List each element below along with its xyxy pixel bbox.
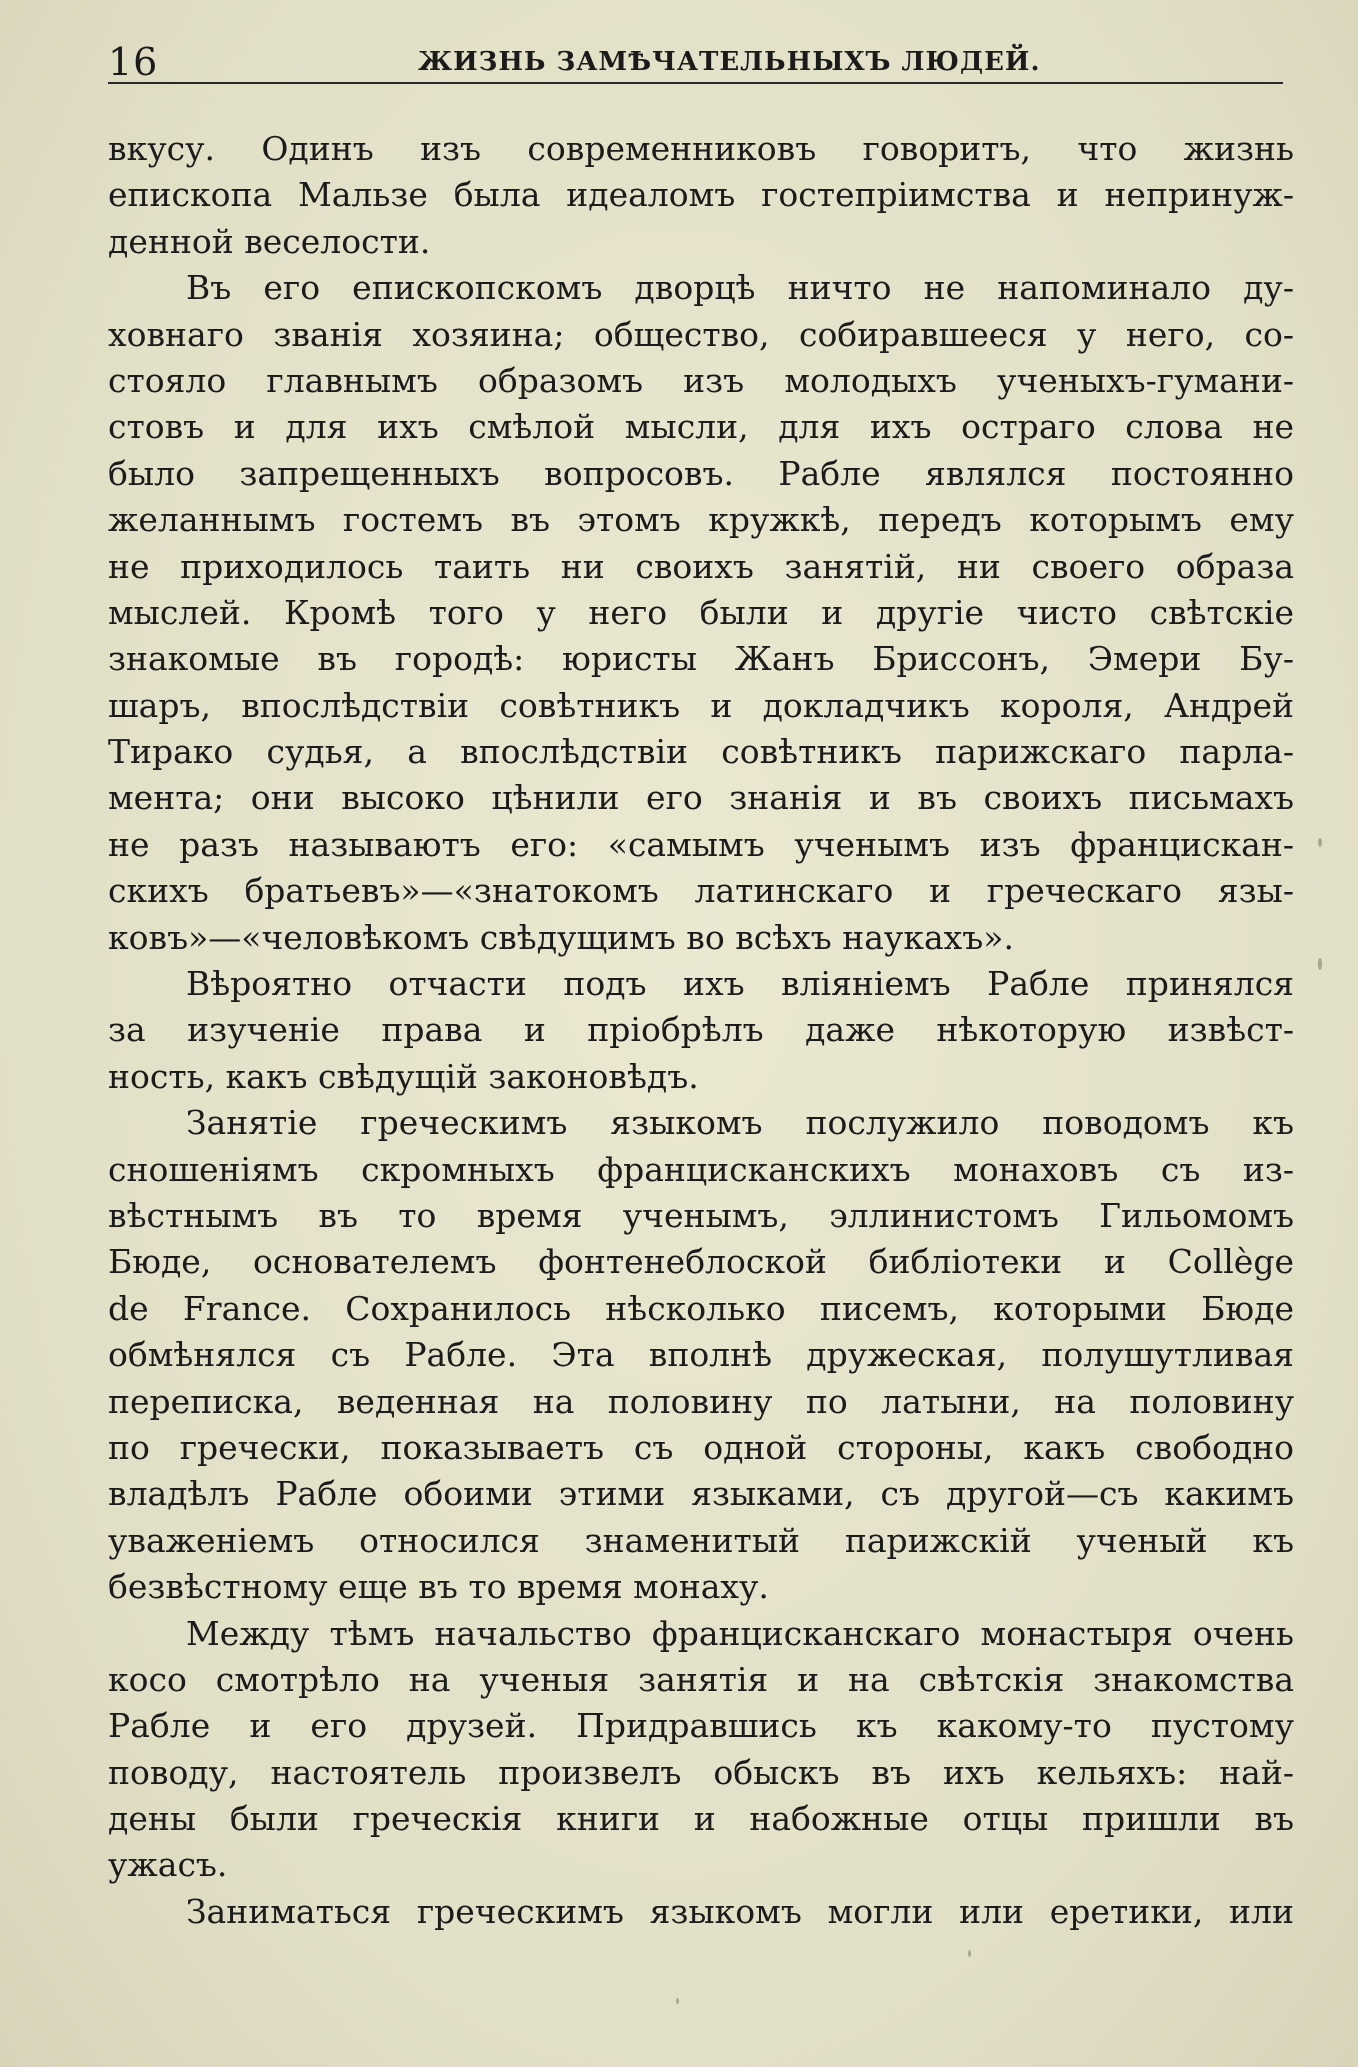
paper-speck [676, 1998, 679, 2004]
text-line: мента; они высоко цѣнили его знанія и въ своихъ письмахъ [108, 778, 1294, 818]
text-line: безвѣстному еще въ то время монаху. [108, 1567, 769, 1607]
text-line: вкусу. Одинъ изъ современниковъ говоритъ, что жизнь [108, 129, 1294, 168]
text-line: вѣстнымъ въ то время ученымъ, эллинистомъ Гильомомъ [108, 1195, 1294, 1235]
text-line: дены были греческія книги и набожные отцы пришли въ [108, 1799, 1294, 1839]
text-line: Въ его епископскомъ дворцѣ ничто не напоминало ду- [186, 268, 1294, 308]
text-line: ховнаго званія хозяина; общество, собиравшееся у него, со- [108, 314, 1294, 354]
running-head [108, 38, 1283, 86]
paper-speck [1318, 838, 1322, 847]
page-number: 16 [108, 40, 159, 84]
text-line: знакомые въ городѣ: юристы Жанъ Бриссонъ, Эмери Бу- [108, 639, 1294, 679]
text-line: владѣлъ Рабле обоими этими языками, съ другой—съ какимъ [108, 1474, 1294, 1514]
text-line: стовъ и для ихъ смѣлой мысли, для ихъ остраго слова не [108, 407, 1294, 447]
text-line: Бюде, основателемъ фонтенеблоской библіотеки и Collège [108, 1242, 1294, 1282]
text-line: Вѣроятно отчасти подъ ихъ вліяніемъ Рабле принялся [186, 964, 1294, 1004]
text-line: денной веселости. [108, 221, 431, 261]
text-line: обмѣнялся съ Рабле. Эта вполнѣ дружеская, полушутливая [108, 1335, 1294, 1375]
paper-speck [1318, 958, 1322, 970]
text-line: скихъ братьевъ»—«знатокомъ латинскаго и греческаго язы- [108, 871, 1294, 911]
text-line: шаръ, впослѣдствіи совѣтникъ и докладчикъ короля, Андрей [108, 685, 1294, 725]
text-line: сношеніямъ скромныхъ францисканскихъ монаховъ съ из- [108, 1149, 1294, 1189]
running-title: ЖИЗНЬ ЗАМѢЧАТЕЛЬНЫХЪ ЛЮДЕЙ. [418, 47, 1041, 77]
text-line: не разъ называютъ его: «самымъ ученымъ изъ францискан- [108, 824, 1294, 864]
text-line: Заниматься греческимъ языкомъ могли или еретики, или [186, 1891, 1294, 1931]
text-line: Тирако судья, а впослѣдствіи совѣтникъ парижскаго парла- [108, 732, 1294, 772]
text-line: ужасъ. [108, 1845, 228, 1885]
text-line: было запрещенныхъ вопросовъ. Рабле являлся постоянно [108, 453, 1294, 493]
text-line: епископа Мальзе была идеаломъ гостепріимства и непринуж- [108, 175, 1294, 215]
text-line: Рабле и его друзей. Придравшись къ какому-то пустому [108, 1706, 1294, 1746]
text-line: переписка, веденная на половину по латыни, на половину [108, 1381, 1294, 1421]
text-line: Занятіе греческимъ языкомъ послужило поводомъ къ [186, 1103, 1294, 1143]
text-line: косо смотрѣло на ученыя занятія и на свѣтскія знакомства [108, 1659, 1294, 1699]
text-line: мыслей. Кромѣ того у него были и другіе чисто свѣтскіе [108, 592, 1294, 632]
body-text [108, 126, 1294, 1935]
text-line: стояло главнымъ образомъ изъ молодыхъ ученыхъ-гумани- [108, 360, 1294, 400]
text-line: за изученіе права и пріобрѣлъ даже нѣкоторую извѣст- [108, 1010, 1294, 1050]
text-line: ковъ»—«человѣкомъ свѣдущимъ во всѣхъ наукахъ». [108, 917, 1014, 957]
text-line: ность, какъ свѣдущій законовѣдъ. [108, 1056, 699, 1096]
paper-speck [968, 1950, 971, 1957]
text-line: de France. Сохранилось нѣсколько писемъ, которыми Бюде [108, 1288, 1294, 1328]
header-rule [108, 82, 1283, 84]
text-line: уваженіемъ относился знаменитый парижскій ученый къ [108, 1520, 1294, 1560]
text-line: желаннымъ гостемъ въ этомъ кружкѣ, передъ которымъ ему [108, 500, 1294, 540]
text-line: Между тѣмъ начальство францисканскаго монастыря очень [186, 1613, 1294, 1653]
text-line: не приходилось таить ни своихъ занятій, ни своего образа [108, 546, 1294, 586]
text-line: поводу, настоятель произвелъ обыскъ въ ихъ кельяхъ: най- [108, 1752, 1294, 1792]
text-line: по гречески, показываетъ съ одной стороны, какъ свободно [108, 1427, 1294, 1467]
